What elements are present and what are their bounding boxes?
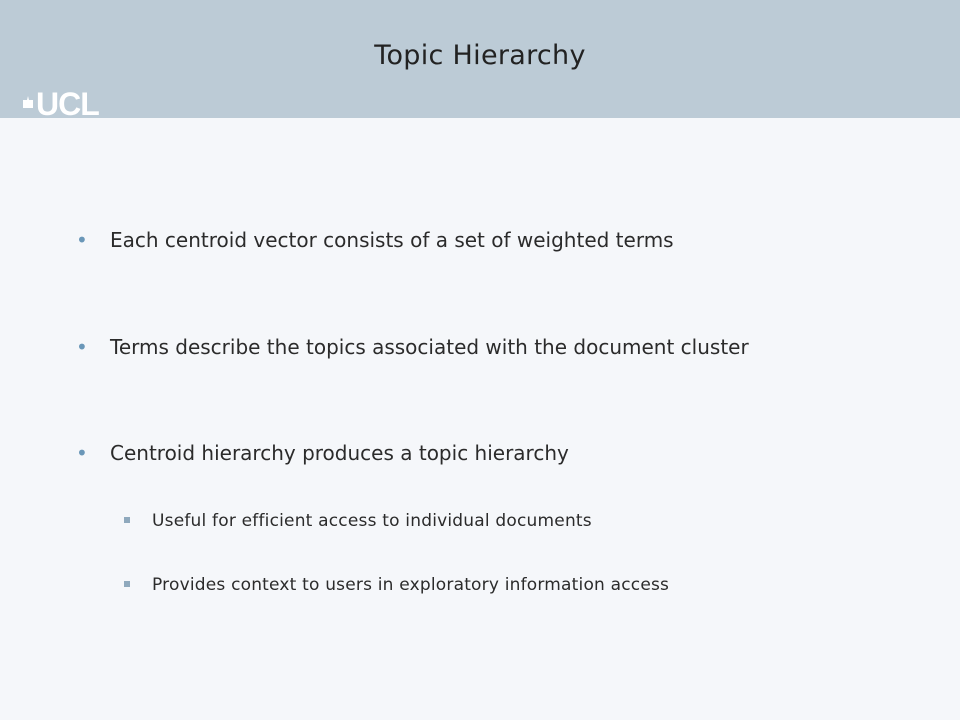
sub-bullet-item <box>124 511 592 531</box>
bullet-dot-icon: • <box>76 228 88 252</box>
square-bullet-icon <box>124 520 152 526</box>
bullet-item <box>76 441 569 465</box>
bullet-text: Terms describe the topics associated with the document cluster <box>110 335 749 359</box>
bullet-item <box>76 228 674 252</box>
bullet-dot-icon: • <box>76 335 88 359</box>
bullet-text: Centroid hierarchy produces a topic hierarchy <box>110 441 569 465</box>
ucl-logo <box>22 86 99 122</box>
logo-text: UCL <box>36 86 99 122</box>
slide-title: Topic Hierarchy <box>374 40 586 71</box>
bullet-text: Each centroid vector consists of a set of weighted terms <box>110 228 674 252</box>
sub-bullet-text: Provides context to users in exploratory information access <box>152 575 670 595</box>
sub-bullet-item <box>124 575 669 595</box>
bullet-dot-icon: • <box>76 441 88 465</box>
square-bullet-icon <box>124 584 152 590</box>
sub-bullet-text: Useful for efficient access to individual documents <box>152 511 592 531</box>
bullet-item <box>76 335 749 359</box>
dome-icon <box>22 96 34 108</box>
